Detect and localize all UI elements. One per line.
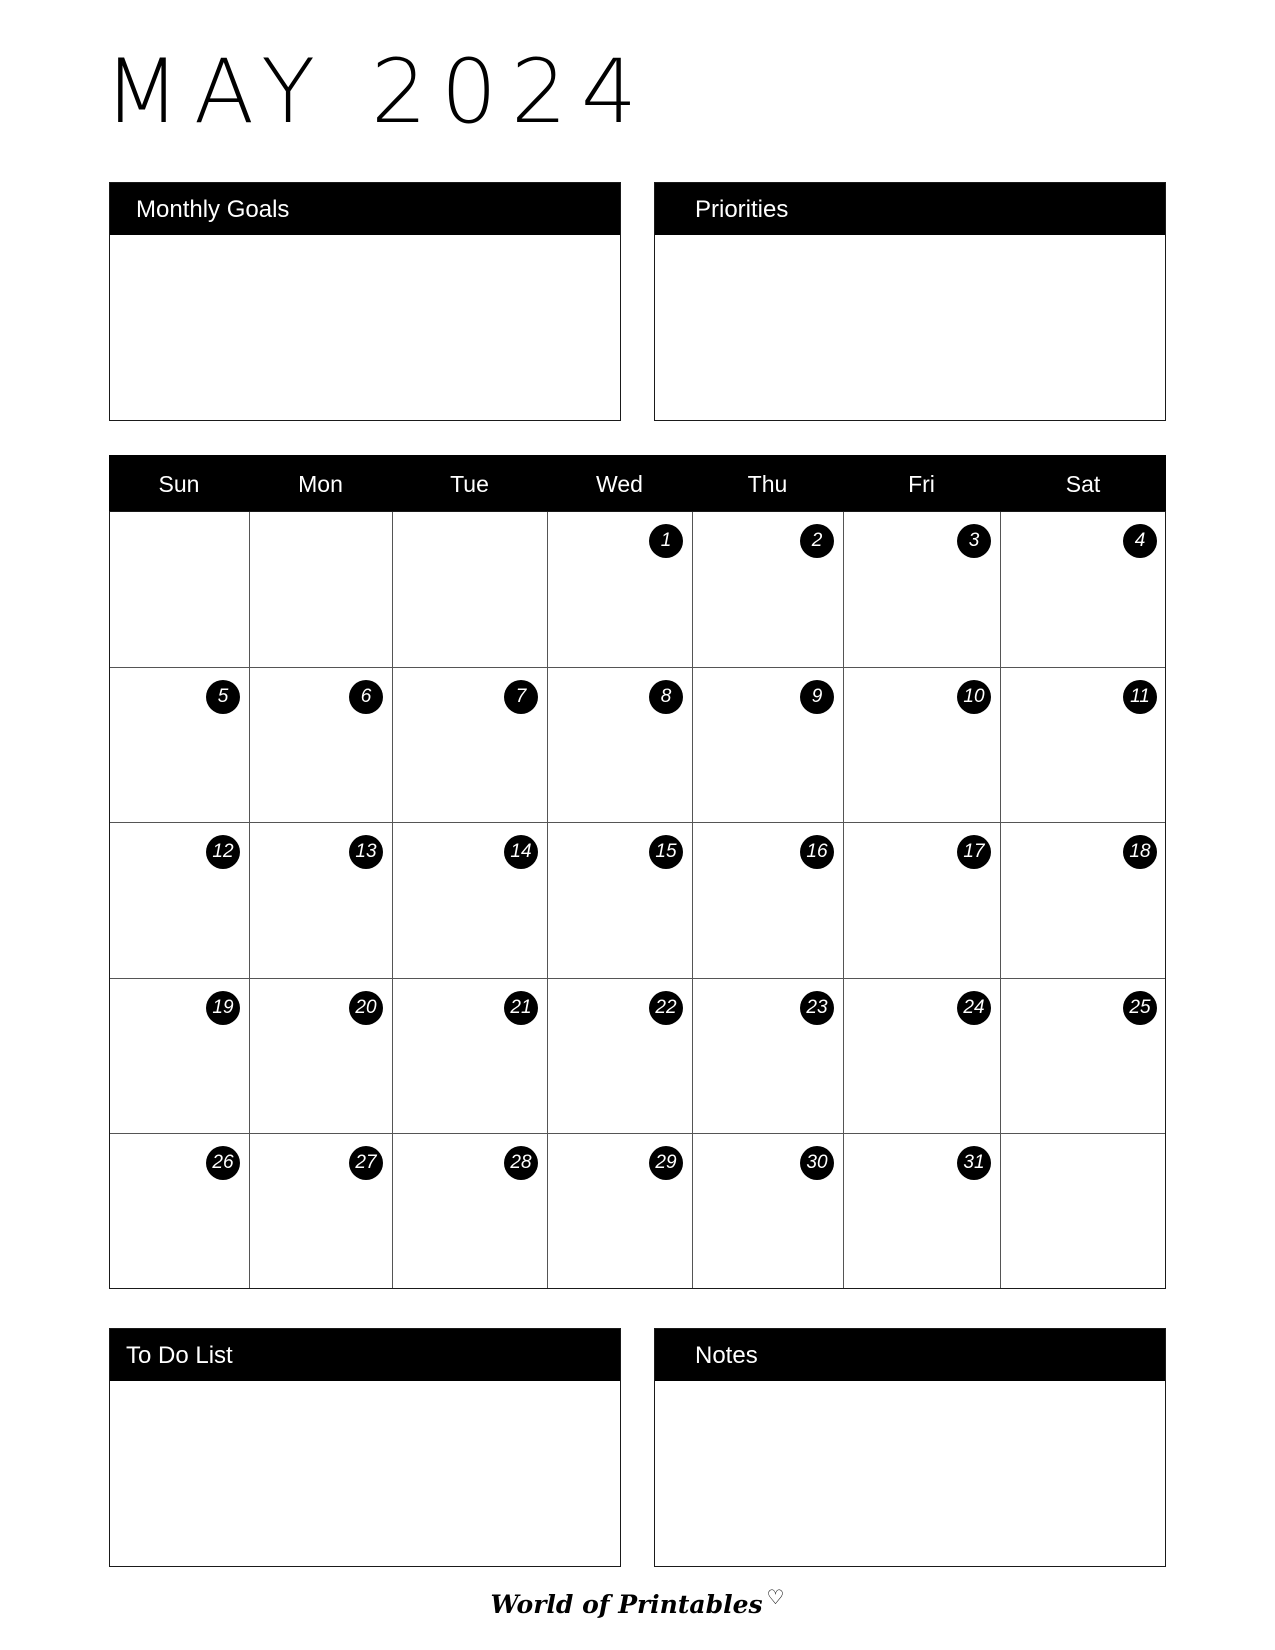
day-cell[interactable]	[693, 979, 844, 1135]
heart-icon: ♡	[766, 1587, 785, 1609]
day-cell[interactable]	[110, 979, 250, 1135]
day-cell[interactable]	[110, 1134, 250, 1290]
day-cell[interactable]	[548, 1134, 693, 1290]
calendar-grid	[109, 511, 1166, 1289]
day-cell[interactable]	[393, 823, 548, 979]
day-cell[interactable]	[393, 668, 548, 824]
todo-list-header: To Do List	[110, 1329, 620, 1381]
day-number: 26	[206, 1146, 240, 1180]
day-number: 9	[800, 680, 834, 714]
day-cell[interactable]	[250, 512, 393, 668]
day-cell[interactable]	[250, 979, 393, 1135]
day-cell[interactable]	[844, 668, 1001, 824]
day-number: 27	[349, 1146, 383, 1180]
notes-box[interactable]	[654, 1328, 1166, 1567]
day-cell[interactable]	[110, 512, 250, 668]
day-number: 13	[349, 835, 383, 869]
day-number: 11	[1123, 680, 1157, 714]
weekday-tue: Tue	[450, 471, 489, 497]
todo-list-box[interactable]	[109, 1328, 621, 1567]
day-number: 6	[349, 680, 383, 714]
day-cell[interactable]	[548, 512, 693, 668]
day-cell[interactable]	[1001, 1134, 1167, 1290]
day-number: 12	[206, 835, 240, 869]
day-number: 1	[649, 524, 683, 558]
day-number: 14	[504, 835, 538, 869]
day-number: 23	[800, 991, 834, 1025]
day-number: 20	[349, 991, 383, 1025]
day-cell[interactable]	[110, 668, 250, 824]
day-number: 5	[206, 680, 240, 714]
day-number: 31	[957, 1146, 991, 1180]
day-number: 15	[649, 835, 683, 869]
day-cell[interactable]	[1001, 512, 1167, 668]
day-number: 18	[1123, 835, 1157, 869]
day-number: 2	[800, 524, 834, 558]
day-number: 7	[504, 680, 538, 714]
brand-logo: World of Printables	[490, 1590, 763, 1619]
day-number: 29	[649, 1146, 683, 1180]
day-number: 30	[800, 1146, 834, 1180]
day-number: 25	[1123, 991, 1157, 1025]
day-number: 10	[957, 680, 991, 714]
day-cell[interactable]	[693, 668, 844, 824]
day-cell[interactable]	[693, 512, 844, 668]
page-title: MAY 2024	[104, 40, 651, 143]
day-cell[interactable]	[844, 1134, 1001, 1290]
day-cell[interactable]	[548, 979, 693, 1135]
day-number: 21	[504, 991, 538, 1025]
day-cell[interactable]	[548, 668, 693, 824]
priorities-box[interactable]	[654, 182, 1166, 421]
day-cell[interactable]	[393, 1134, 548, 1290]
day-cell[interactable]	[1001, 979, 1167, 1135]
day-cell[interactable]	[548, 823, 693, 979]
day-number: 8	[649, 680, 683, 714]
weekday-header-row	[109, 455, 1166, 511]
day-cell[interactable]	[250, 668, 393, 824]
notes-header: Notes	[655, 1329, 1165, 1381]
day-number: 22	[649, 991, 683, 1025]
day-cell[interactable]	[250, 823, 393, 979]
day-cell[interactable]	[1001, 823, 1167, 979]
weekday-fri: Fri	[908, 471, 935, 497]
footer	[0, 1585, 1275, 1625]
day-number: 4	[1123, 524, 1157, 558]
day-cell[interactable]	[250, 1134, 393, 1290]
day-number: 24	[957, 991, 991, 1025]
day-number: 28	[504, 1146, 538, 1180]
day-number: 16	[800, 835, 834, 869]
day-number: 17	[957, 835, 991, 869]
day-cell[interactable]	[110, 823, 250, 979]
calendar	[109, 455, 1166, 1289]
day-number: 3	[957, 524, 991, 558]
weekday-mon: Mon	[298, 471, 343, 497]
day-cell[interactable]	[844, 512, 1001, 668]
day-cell[interactable]	[1001, 668, 1167, 824]
weekday-thu: Thu	[747, 471, 788, 497]
day-cell[interactable]	[693, 1134, 844, 1290]
day-cell[interactable]	[693, 823, 844, 979]
priorities-header: Priorities	[655, 183, 1165, 235]
day-cell[interactable]	[844, 823, 1001, 979]
monthly-goals-header: Monthly Goals	[110, 183, 620, 235]
day-cell[interactable]	[393, 979, 548, 1135]
day-number: 19	[206, 991, 240, 1025]
weekday-sun: Sun	[158, 471, 200, 497]
weekday-sat: Sat	[1065, 471, 1101, 497]
day-cell[interactable]	[844, 979, 1001, 1135]
weekday-wed: Wed	[596, 471, 643, 497]
day-cell[interactable]	[393, 512, 548, 668]
monthly-goals-box[interactable]	[109, 182, 621, 421]
